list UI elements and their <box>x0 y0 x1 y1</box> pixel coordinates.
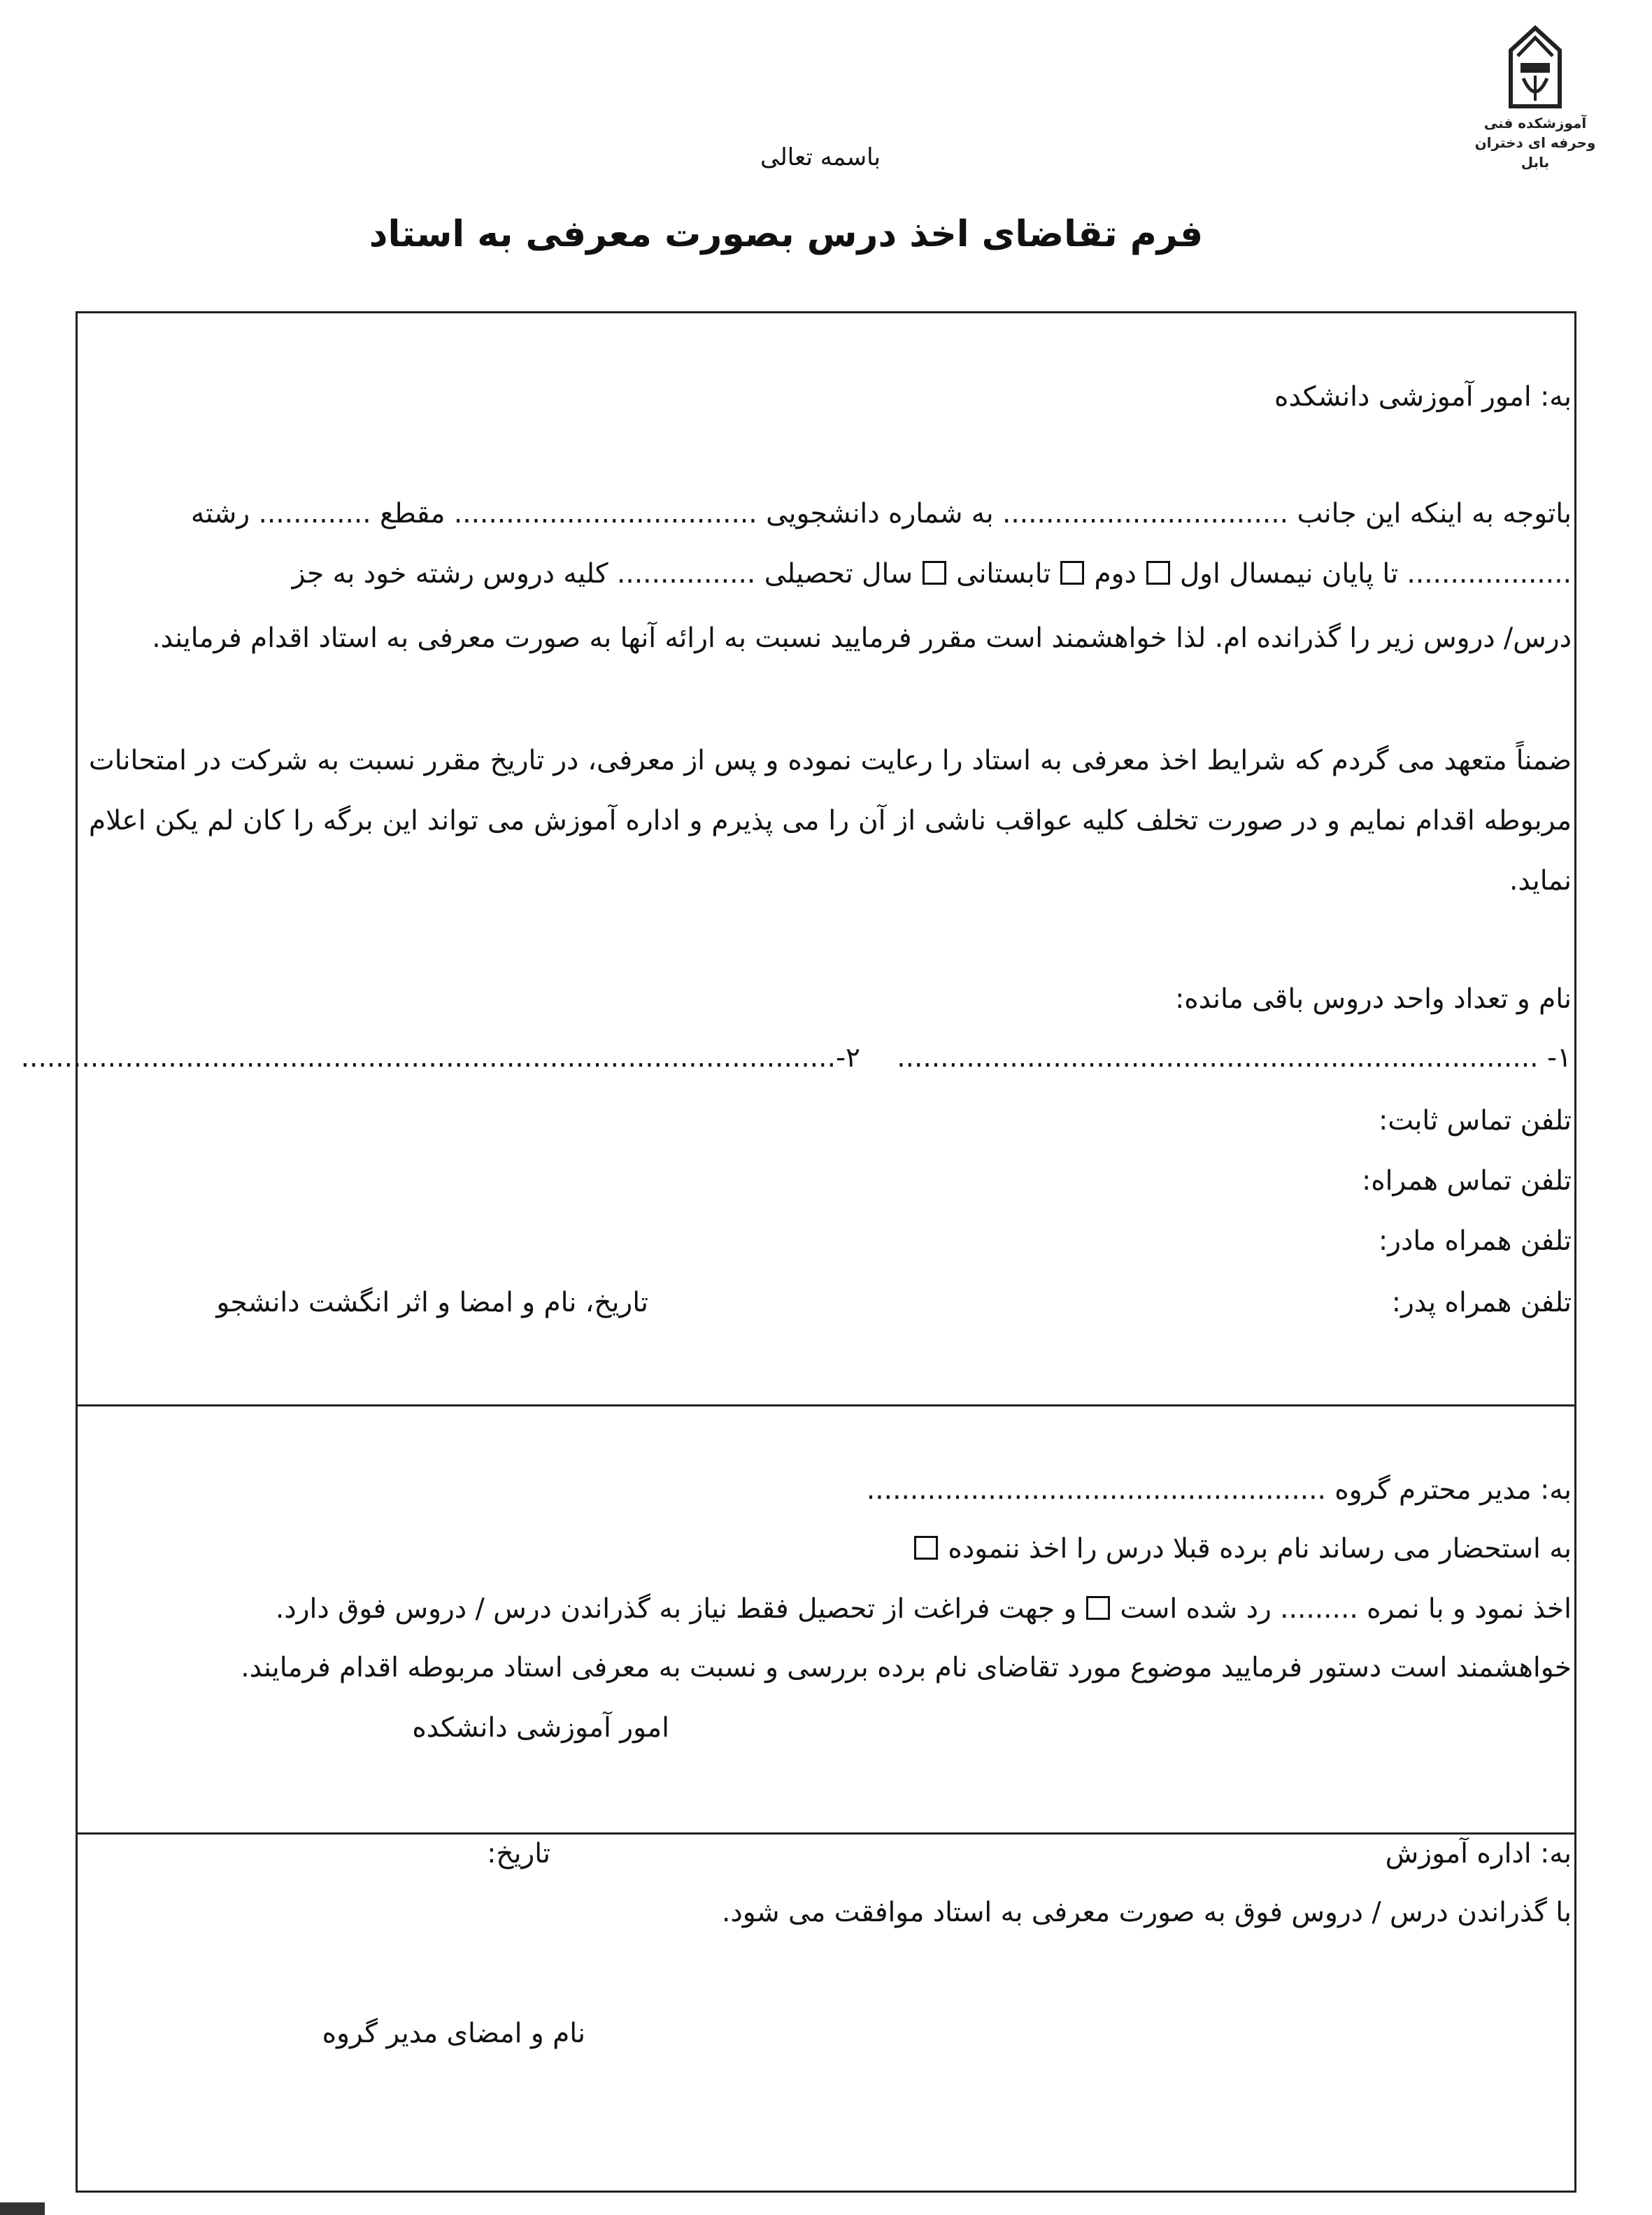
logo-text-line2: بابل <box>1521 154 1550 171</box>
section-divider-2 <box>76 1832 1576 1835</box>
not-taken-text: به استحضار می رساند نام برده قبلا درس را اخذ ننموده <box>948 1533 1572 1565</box>
phone-father-label: تلفن همراه پدر: <box>1391 1287 1572 1318</box>
semester-text-c: تابستانی <box>956 558 1051 590</box>
logo-text-line1: آموزشکده فنی وحرفه ای دختران <box>1474 115 1596 151</box>
request-paragraph: درس/ دروس زیر را گذرانده ام. لذا خواهشمند است مقرر فرمایید نسبت به ارائه آنها به صورت معرفی به استاد اقدام فرمایند. <box>152 622 1572 654</box>
student-info-line: باتوجه به اینکه این جانب ................................. به شماره دانشجویی ................................... مقطع ............. رشته <box>190 498 1572 529</box>
site-watermark <box>0 2202 45 2215</box>
remaining-course-1: ۱- .......................................................................... <box>897 1042 1572 1074</box>
semester-text-d: سال تحصیلی ................ کلیه دروس رشته خود به جز <box>292 558 913 590</box>
checkbox-failed[interactable] <box>1086 1596 1110 1620</box>
addressee-group-manager: به: مدیر محترم گروه ..................................................... <box>866 1474 1572 1506</box>
phone-fixed-label: تلفن تماس ثابت: <box>1379 1105 1572 1137</box>
approval-line: با گذراندن درس / دروس فوق به صورت معرفی به استاد موافقت می شود. <box>722 1897 1572 1928</box>
not-taken-line <box>904 1533 1572 1565</box>
addressee-education-department: به: اداره آموزش <box>1385 1838 1572 1869</box>
date-label: تاریخ: <box>487 1838 550 1869</box>
failed-line <box>276 1593 1572 1625</box>
checkbox-not-taken[interactable] <box>914 1536 938 1560</box>
failed-text-b: و جهت فراغت از تحصیل فقط نیاز به گذراندن درس / دروس فوق دارد. <box>275 1593 1077 1625</box>
faculty-education-signature: امور آموزشی دانشکده <box>412 1712 669 1744</box>
remaining-courses-label: نام و تعداد واحد دروس باقی مانده: <box>1175 983 1572 1015</box>
commitment-paragraph: ضمناً متعهد می گردم که شرایط اخذ معرفی به استاد را رعایت نموده و پس از معرفی، در تاریخ مقرر نسبت به شرکت در امتحانات مربوطه اقدام نمایم و در صورت تخلف کلیه عواقب ناشی از آن را می پذیرم و اداره آموزش می تواند این برگه را کان لم یکن اعلام نماید. <box>89 745 1572 897</box>
form-title: فرم تقاضای اخذ درس بصورت معرفی به استاد <box>369 213 1204 255</box>
checkbox-summer-semester[interactable] <box>923 561 946 585</box>
semester-line <box>292 558 1572 590</box>
phone-mother-label: تلفن همراه مادر: <box>1379 1225 1572 1257</box>
failed-text-a: اخذ نمود و با نمره ......... رد شده است <box>1120 1593 1572 1625</box>
student-signature-label: تاریخ، نام و امضا و اثر انگشت دانشجو <box>216 1287 648 1318</box>
group-manager-signature: نام و امضای مدیر گروه <box>322 2018 585 2049</box>
phone-mobile-label: تلفن تماس همراه: <box>1362 1165 1572 1197</box>
addressee-education-office: به: امور آموزشی دانشکده <box>1274 381 1572 413</box>
group-request-line: خواهشمند است دستور فرمایید موضوع مورد تقاضای نام برده بررسی و نسبت به معرفی استاد مربوطه اقدام فرمایند. <box>241 1652 1572 1683</box>
section-divider-1 <box>76 1404 1576 1406</box>
college-emblem-icon <box>1497 22 1574 113</box>
semester-text-b: دوم <box>1094 558 1137 590</box>
checkbox-first-semester[interactable] <box>1146 561 1170 585</box>
bismillah-heading: باسمه تعالی <box>760 143 881 171</box>
remaining-course-2: ۲-.............................................................................................. <box>20 1042 860 1074</box>
checkbox-second-semester[interactable] <box>1060 561 1084 585</box>
semester-text-a: ................... تا پایان نیمسال اول <box>1179 558 1572 590</box>
